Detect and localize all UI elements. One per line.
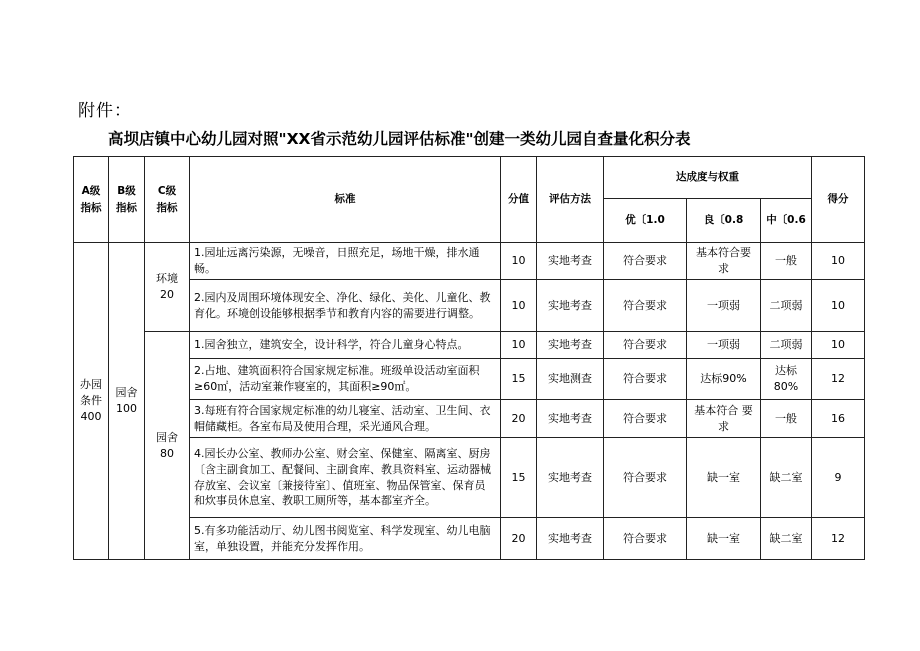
c-level-header <box>145 157 190 243</box>
c-env-line2: 20 <box>160 288 174 301</box>
good-header: 良〔0.8 <box>687 199 761 243</box>
score-cell: 15 <box>501 359 537 400</box>
degree-weight-header: 达成度与权重 <box>604 157 812 199</box>
c-building-line1: 园舍 <box>156 430 178 444</box>
a-level-header <box>74 157 109 243</box>
a-level-line2: 条件 <box>80 394 102 408</box>
standard-cell: 1.园址远离污染源，无噪音，日照充足，场地干燥，排水通畅。 <box>190 243 501 280</box>
c-env-cell <box>145 243 190 332</box>
medium-cell: 二项弱 <box>761 332 812 359</box>
a-level-line1: 办园 <box>80 378 102 392</box>
score-header: 分值 <box>501 157 537 243</box>
method-cell: 实地考查 <box>537 518 604 560</box>
medium-cell: 一般 <box>761 400 812 438</box>
standard-cell: 5.有多功能活动厅、幼儿图书阅览室、科学发现室、幼儿电脑室，单独设置，并能充分发挥作用。 <box>190 518 501 560</box>
excellent-cell: 符合要求 <box>604 280 687 332</box>
score-cell: 20 <box>501 400 537 438</box>
method-cell: 实地测查 <box>537 359 604 400</box>
method-cell: 实地考查 <box>537 438 604 518</box>
b-level-line1: 园舍 <box>115 386 138 400</box>
score-cell: 10 <box>501 280 537 332</box>
excellent-cell: 符合要求 <box>604 359 687 400</box>
standard-header: 标准 <box>190 157 501 243</box>
a-level-cell <box>74 243 109 560</box>
earned-cell: 16 <box>812 400 865 438</box>
b-level-header-2: 指标 <box>116 201 137 214</box>
method-header: 评估方法 <box>537 157 604 243</box>
c-building-cell <box>145 332 190 560</box>
standard-cell: 2.占地、建筑面积符合国家规定标准。班级单设活动室面积≥60㎡，活动室兼作寝室的，其面积≥90㎡。 <box>190 359 501 400</box>
earned-cell: 10 <box>812 280 865 332</box>
medium-cell: 二项弱 <box>761 280 812 332</box>
c-env-line1: 环境 <box>156 272 178 286</box>
earned-cell: 12 <box>812 518 865 560</box>
a-level-header-1: A级 <box>81 184 101 197</box>
excellent-cell: 符合要求 <box>604 518 687 560</box>
b-level-header-1: B级 <box>117 184 136 197</box>
table-row <box>74 243 865 280</box>
table-row <box>74 518 865 560</box>
method-cell: 实地考查 <box>537 332 604 359</box>
medium-cell: 缺二室 <box>761 438 812 518</box>
standard-cell: 1.园舍独立，建筑安全，设计科学，符合儿童身心特点。 <box>190 332 501 359</box>
excellent-header: 优〔1.0 <box>604 199 687 243</box>
excellent-cell: 符合要求 <box>604 400 687 438</box>
score-cell: 10 <box>501 332 537 359</box>
earned-header: 得分 <box>812 157 865 243</box>
score-table <box>73 156 865 560</box>
c-level-header-2: 指标 <box>156 201 178 214</box>
table-row <box>74 359 865 400</box>
earned-cell: 10 <box>812 243 865 280</box>
header-row-1 <box>74 157 865 199</box>
method-cell: 实地考查 <box>537 400 604 438</box>
a-level-header-2: 指标 <box>80 201 102 214</box>
good-cell: 基本符合 要求 <box>687 400 761 438</box>
c-building-line2: 80 <box>160 446 174 460</box>
table-row <box>74 400 865 438</box>
a-level-line3: 400 <box>80 409 102 423</box>
score-cell: 10 <box>501 243 537 280</box>
good-cell: 基本符合要求 <box>687 243 761 280</box>
excellent-cell: 符合要求 <box>604 332 687 359</box>
score-cell: 15 <box>501 438 537 518</box>
b-level-line2: 100 <box>116 402 137 415</box>
method-cell: 实地考查 <box>537 243 604 280</box>
score-cell: 20 <box>501 518 537 560</box>
table-row <box>74 332 865 359</box>
standard-cell: 4.园长办公室、教师办公室、财会室、保健室、隔离室、厨房〔含主副食加工、配餐间、主副食库、教具资料室、运动器械存放室、会议室〔兼接待室〕、值班室、物品保管室、保育员和炊事员休息室、教职工厕所等，基本都室齐全。 <box>190 438 501 518</box>
method-cell: 实地考查 <box>537 280 604 332</box>
medium-cell: 达标80% <box>761 359 812 400</box>
table-row <box>74 438 865 518</box>
b-level-cell <box>109 243 145 560</box>
medium-cell: 一般 <box>761 243 812 280</box>
excellent-cell: 符合要求 <box>604 438 687 518</box>
good-cell: 达标90% <box>687 359 761 400</box>
earned-cell: 12 <box>812 359 865 400</box>
excellent-cell: 符合要求 <box>604 243 687 280</box>
earned-cell: 10 <box>812 332 865 359</box>
good-cell: 缺一室 <box>687 438 761 518</box>
medium-cell: 缺二室 <box>761 518 812 560</box>
table-row <box>74 280 865 332</box>
b-level-header <box>109 157 145 243</box>
standard-cell: 3.每班有符合国家规定标准的幼儿寝室、活动室、卫生间、衣帽储藏柜。各室布局及使用合理，采光通风合理。 <box>190 400 501 438</box>
good-cell: 缺一室 <box>687 518 761 560</box>
standard-cell: 2.园内及周围环境体现安全、净化、绿化、美化、儿童化、教育化。环境创设能够根据季节和教育内容的需要进行调整。 <box>190 280 501 332</box>
c-level-header-1: C级 <box>157 184 177 197</box>
earned-cell: 9 <box>812 438 865 518</box>
good-cell: 一项弱 <box>687 332 761 359</box>
good-cell: 一项弱 <box>687 280 761 332</box>
attachment-label: 附件： <box>78 101 132 121</box>
page-title: 高坝店镇中心幼儿园对照"XX省示范幼儿园评估标准"创建一类幼儿园自查量化积分表 <box>108 130 691 148</box>
medium-header: 中〔0.6 <box>761 199 812 243</box>
